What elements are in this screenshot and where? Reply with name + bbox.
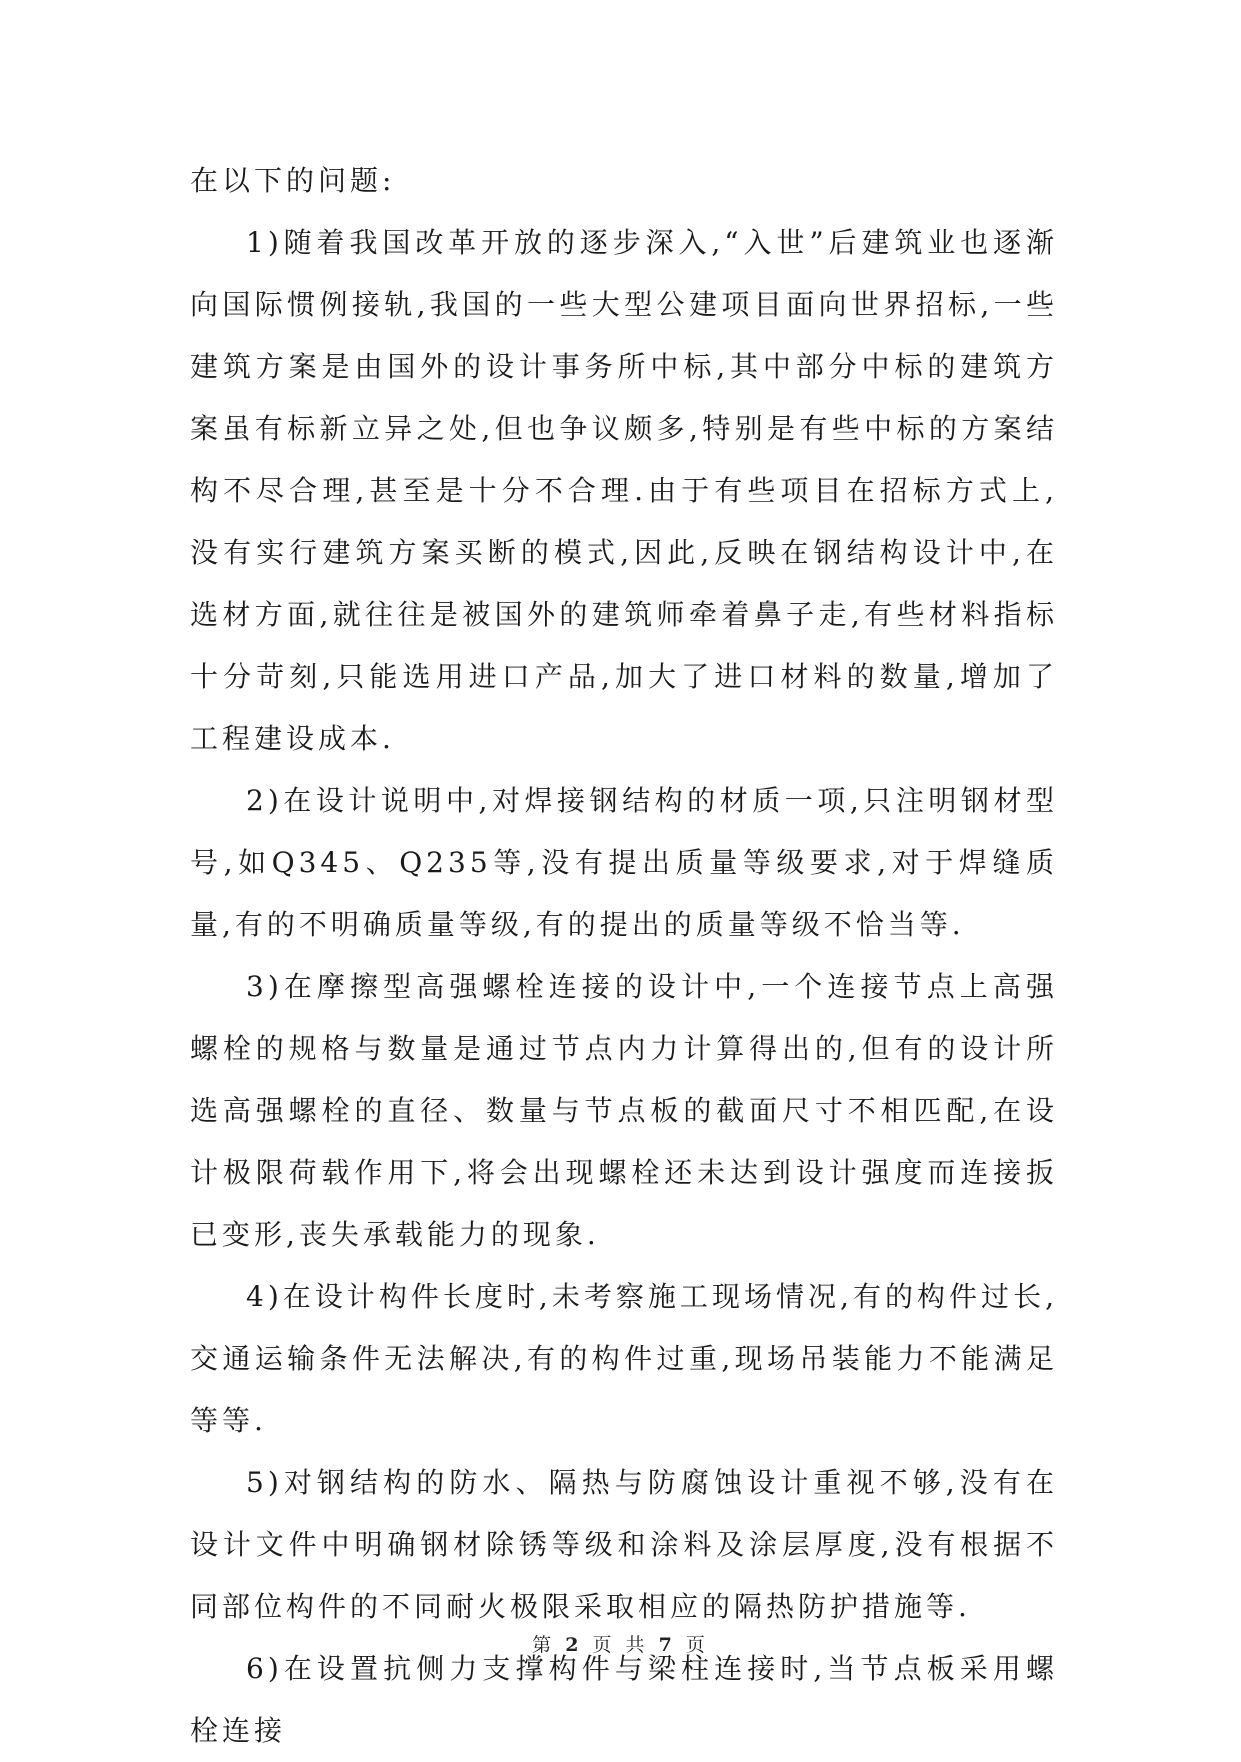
footer-page-number: 2	[565, 1634, 583, 1656]
paragraph-intro: 在以下的问题:	[190, 164, 396, 197]
paragraph-item-2: 2)在设计说明中,对焊接钢结构的材质一项,只注明钢材型号,如Q345、Q235等,没有提出质量等级要求,对于焊缝质量,有的不明确质量等级,有的提出的质量等级不恰当等.	[190, 784, 1058, 941]
paragraph-item-5: 5)对钢结构的防水、隔热与防腐蚀设计重视不够,没有在设计文件中明确钢材除锈等级和涂料及涂层厚度,没有根据不同部位构件的不同耐火极限采取相应的隔热防护措施等.	[190, 1466, 1058, 1623]
paragraph-item-1: 1)随着我国改革开放的逐步深入,“入世”后建筑业也逐渐向国际惯例接轨,我国的一些大型公建项目面向世界招标,一些建筑方案是由国外的设计事务所中标,其中部分中标的建筑方案虽有标新立异之处,但也争议颇多,特别是有些中标的方案结构不尽合理,甚至是十分不合理.由于有些项目在招标方式上,没有实行建筑方案买断的模式,因此,反映在钢结构设计中,在选材方面,就往往是被国外的建筑师牵着鼻子走,有些材料指标十分苛刻,只能选用进口产品,加大了进口材料的数量,增加了工程建设成本.	[190, 226, 1058, 755]
footer-prefix: 第	[532, 1634, 556, 1656]
paragraph-item-4: 4)在设计构件长度时,未考察施工现场情况,有的构件过长,交通运输条件无法解决,有的构件过重,现场吊装能力不能满足等等.	[190, 1280, 1058, 1437]
footer-suffix: 页	[685, 1634, 709, 1656]
footer-total-pages: 7	[658, 1634, 676, 1656]
paragraph-item-6: 6)在设置抗侧力支撑构件与梁柱连接时,当节点板采用螺栓连接	[190, 1652, 1058, 1747]
document-body	[190, 150, 1058, 1762]
page-footer	[0, 1630, 1241, 1657]
paragraph-item-3: 3)在摩擦型高强螺栓连接的设计中,一个连接节点上高强螺栓的规格与数量是通过节点内力计算得出的,但有的设计所选高强螺栓的直径、数量与节点板的截面尺寸不相匹配,在设计极限荷载作用下,将会出现螺栓还未达到设计强度而连接扳已变形,丧失承载能力的现象.	[190, 970, 1058, 1251]
footer-middle: 页 共	[592, 1634, 649, 1656]
